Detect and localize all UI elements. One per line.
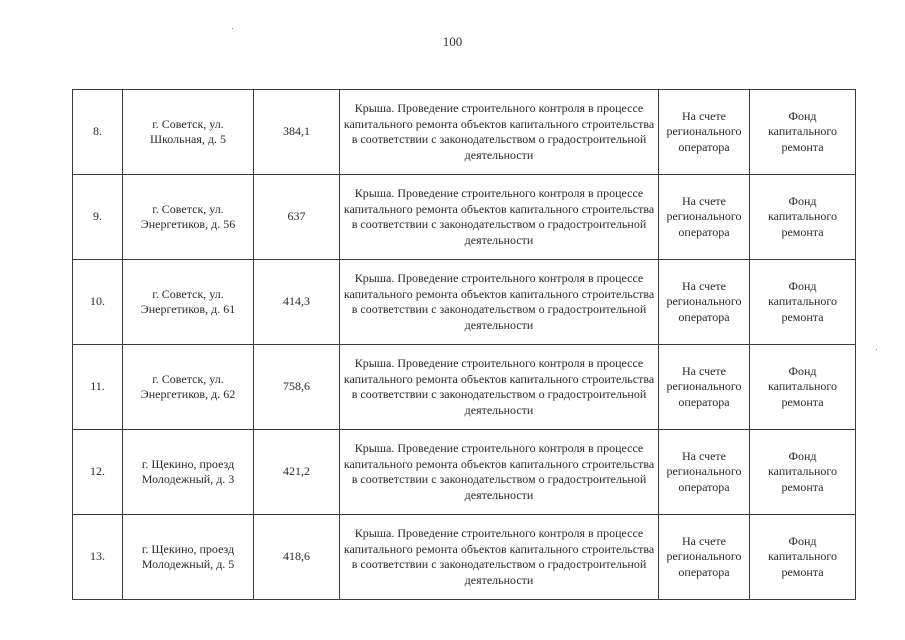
account-line: регионального <box>666 464 742 479</box>
address-line: Энергетиков, д. 61 <box>140 302 236 316</box>
funding-line: капитального <box>768 379 837 394</box>
work-description-cell: Крыша. Проведение строительного контроля в процессе капитального ремонта объектов капитального строительства в соответствии с законодательством о градостроительной деятельности <box>340 90 659 175</box>
account-line: На счете <box>681 363 726 378</box>
address-cell <box>123 515 254 600</box>
work-description-cell: Крыша. Проведение строительного контроля в процессе капитального ремонта объектов капитального строительства в соответствии с законодательством о градостроительной деятельности <box>340 430 659 515</box>
funding-line: Фонд <box>788 363 817 378</box>
scan-speck <box>232 28 233 29</box>
scan-speck <box>876 349 877 350</box>
capital-repair-works-table <box>72 89 856 600</box>
address-line: г. Щекино, проезд <box>141 541 235 556</box>
address-cell <box>123 430 254 515</box>
funding-source-cell <box>750 260 856 345</box>
account-line: оператора <box>678 224 730 239</box>
funding-line: Фонд <box>788 533 817 548</box>
address-cell <box>123 175 254 260</box>
address-line: г. Советск, ул. <box>152 201 224 216</box>
funding-source-cell <box>750 430 856 515</box>
row-number-cell: 11. <box>73 345 123 430</box>
address-line: Молодежный, д. 5 <box>141 557 235 571</box>
account-line: оператора <box>678 564 730 579</box>
address-cell <box>123 90 254 175</box>
row-number-cell: 10. <box>73 260 123 345</box>
address-line: г. Щекино, проезд <box>141 456 235 471</box>
funding-line: ремонта <box>781 564 824 579</box>
account-cell <box>659 515 750 600</box>
funding-line: ремонта <box>781 139 824 154</box>
table-row <box>73 175 856 260</box>
funding-line: капитального <box>768 549 837 564</box>
work-description-cell: Крыша. Проведение строительного контроля в процессе капитального ремонта объектов капитального строительства в соответствии с законодательством о градостроительной деятельности <box>340 260 659 345</box>
account-line: оператора <box>678 309 730 324</box>
area-cell: 421,2 <box>254 430 340 515</box>
funding-line: ремонта <box>781 224 824 239</box>
funding-line: Фонд <box>788 108 817 123</box>
address-cell <box>123 345 254 430</box>
account-line: оператора <box>678 479 730 494</box>
address-line: Школьная, д. 5 <box>149 132 226 146</box>
account-line: оператора <box>678 139 730 154</box>
funding-line: ремонта <box>781 479 824 494</box>
work-description-cell: Крыша. Проведение строительного контроля в процессе капитального ремонта объектов капитального строительства в соответствии с законодательством о градостроительной деятельности <box>340 345 659 430</box>
address-line: Энергетиков, д. 62 <box>140 387 236 401</box>
address-line: Энергетиков, д. 56 <box>140 217 236 231</box>
account-line: регионального <box>666 124 742 139</box>
funding-line: ремонта <box>781 394 824 409</box>
address-cell <box>123 260 254 345</box>
address-line: Молодежный, д. 3 <box>141 472 235 486</box>
table-row <box>73 90 856 175</box>
account-cell <box>659 175 750 260</box>
area-cell: 384,1 <box>254 90 340 175</box>
funding-source-cell <box>750 345 856 430</box>
funding-line: ремонта <box>781 309 824 324</box>
row-number-cell: 8. <box>73 90 123 175</box>
account-cell <box>659 260 750 345</box>
row-number-cell: 12. <box>73 430 123 515</box>
funding-line: капитального <box>768 294 837 309</box>
funding-line: капитального <box>768 209 837 224</box>
account-line: На счете <box>681 108 726 123</box>
area-cell: 637 <box>254 175 340 260</box>
row-number-cell: 9. <box>73 175 123 260</box>
table-row <box>73 515 856 600</box>
area-cell: 418,6 <box>254 515 340 600</box>
account-line: регионального <box>666 549 742 564</box>
table-row <box>73 260 856 345</box>
account-line: На счете <box>681 278 726 293</box>
funding-source-cell <box>750 175 856 260</box>
account-line: На счете <box>681 533 726 548</box>
page-number: 100 <box>442 34 463 49</box>
funding-line: капитального <box>768 464 837 479</box>
work-description-cell: Крыша. Проведение строительного контроля в процессе капитального ремонта объектов капитального строительства в соответствии с законодательством о градостроительной деятельности <box>340 515 659 600</box>
account-cell <box>659 345 750 430</box>
address-line: г. Советск, ул. <box>152 371 224 386</box>
table-row <box>73 345 856 430</box>
table-row <box>73 430 856 515</box>
account-cell <box>659 430 750 515</box>
area-cell: 414,3 <box>254 260 340 345</box>
work-description-cell: Крыша. Проведение строительного контроля в процессе капитального ремонта объектов капитального строительства в соответствии с законодательством о градостроительной деятельности <box>340 175 659 260</box>
account-line: регионального <box>666 294 742 309</box>
address-line: г. Советск, ул. <box>152 286 224 301</box>
funding-line: Фонд <box>788 448 817 463</box>
funding-line: Фонд <box>788 278 817 293</box>
area-cell: 758,6 <box>254 345 340 430</box>
address-line: г. Советск, ул. <box>152 116 224 131</box>
account-line: На счете <box>681 193 726 208</box>
funding-line: Фонд <box>788 193 817 208</box>
account-line: оператора <box>678 394 730 409</box>
row-number-cell: 13. <box>73 515 123 600</box>
account-line: регионального <box>666 209 742 224</box>
funding-source-cell <box>750 90 856 175</box>
account-cell <box>659 90 750 175</box>
account-line: На счете <box>681 448 726 463</box>
funding-line: капитального <box>768 124 837 139</box>
account-line: регионального <box>666 379 742 394</box>
funding-source-cell <box>750 515 856 600</box>
